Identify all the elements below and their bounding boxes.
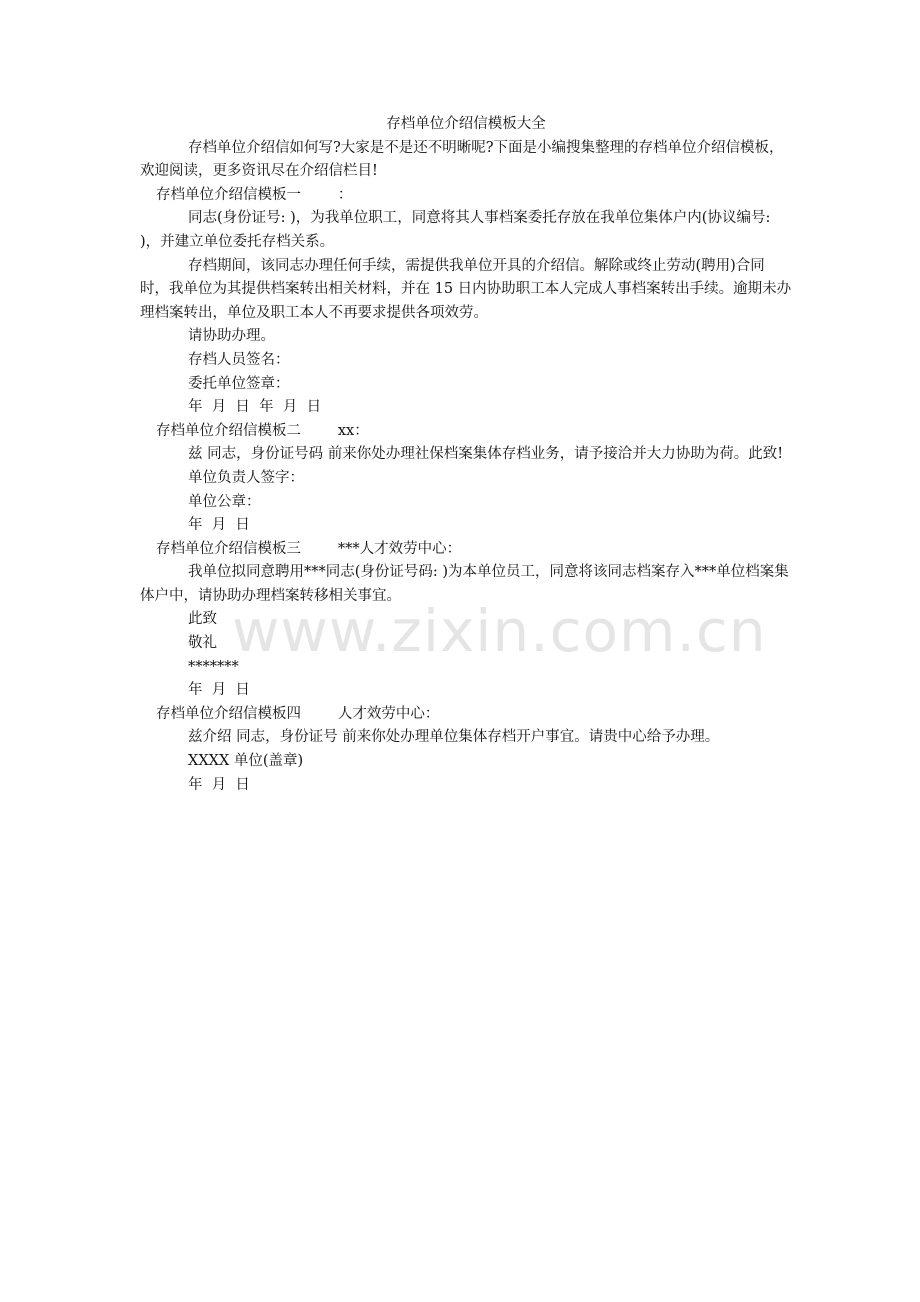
document-title: 存档单位介绍信模板大全 — [386, 116, 546, 132]
intro-paragraph: 存档单位介绍信如何写?大家是不是还不明晰呢?下面是小编搜集整理的存档单位介绍信模板，欢迎阅读，更多资讯尽在介绍信栏目! — [140, 139, 784, 180]
template3-date: 年 月 日 — [188, 682, 250, 699]
template3-heading: 存档单位介绍信模板三 ***人才效劳中心： — [156, 540, 462, 557]
template2-leader-signature: 单位负责人签字： — [188, 469, 304, 486]
template3-closing-2: 敬礼 — [188, 635, 217, 652]
template2-heading: 存档单位介绍信模板二 xx： — [156, 422, 369, 439]
template1-paragraph-1: 同志(身份证号: )，为我单位职工，同意将其人事档案委托存放在我单位集体户内(协议编号: )，并建立单位委托存档关系。 — [140, 210, 771, 250]
template4-paragraph-1: 兹介绍 同志，身份证号 前来你处办理单位集体存档开户事宜。请贵中心给予办理。 — [188, 729, 720, 746]
template3-closing-1: 此致 — [188, 611, 217, 628]
document-body — [140, 113, 792, 797]
template1-archivist-signature: 存档人员签名： — [188, 351, 290, 368]
template4-heading: 存档单位介绍信模板四 人才效劳中心： — [156, 705, 440, 722]
template4-unit-seal: XXXX 单位(盖章) — [188, 753, 304, 770]
template1-heading: 存档单位介绍信模板一 ： — [156, 186, 353, 203]
template1-paragraph-2: 存档期间，该同志办理任何手续，需提供我单位开具的介绍信。解除或终止劳动(聘用)合同时，我单位为其提供档案转出相关材料，并在 15 日内协助职工本人完成人事档案转出手续。逾期未办理档案转出，单位及职工本人不再要求提供各项效劳。 — [140, 257, 792, 321]
template2-date: 年 月 日 — [188, 517, 250, 534]
template3-paragraph-1: 我单位拟同意聘用***同志(身份证号码: )为本单位员工，同意将该同志档案存入***单位档案集体户中，请协助办理档案转移相关事宜。 — [140, 564, 789, 604]
watermark: www.zixin.com.cn — [232, 597, 767, 665]
template3-signature-placeholder: ******* — [188, 658, 239, 675]
template4-date: 年 月 日 — [188, 776, 250, 793]
template1-date: 年 月 日 年 月 日 — [188, 399, 322, 416]
template2-unit-seal: 单位公章： — [188, 493, 261, 510]
template2-paragraph-1: 兹 同志，身份证号码 前来你处办理社保档案集体存档业务，请予接洽并大力协助为荷。此致! — [188, 446, 784, 463]
template1-request-line: 请协助办理。 — [188, 328, 275, 345]
template1-unit-seal: 委托单位签章： — [188, 375, 290, 392]
